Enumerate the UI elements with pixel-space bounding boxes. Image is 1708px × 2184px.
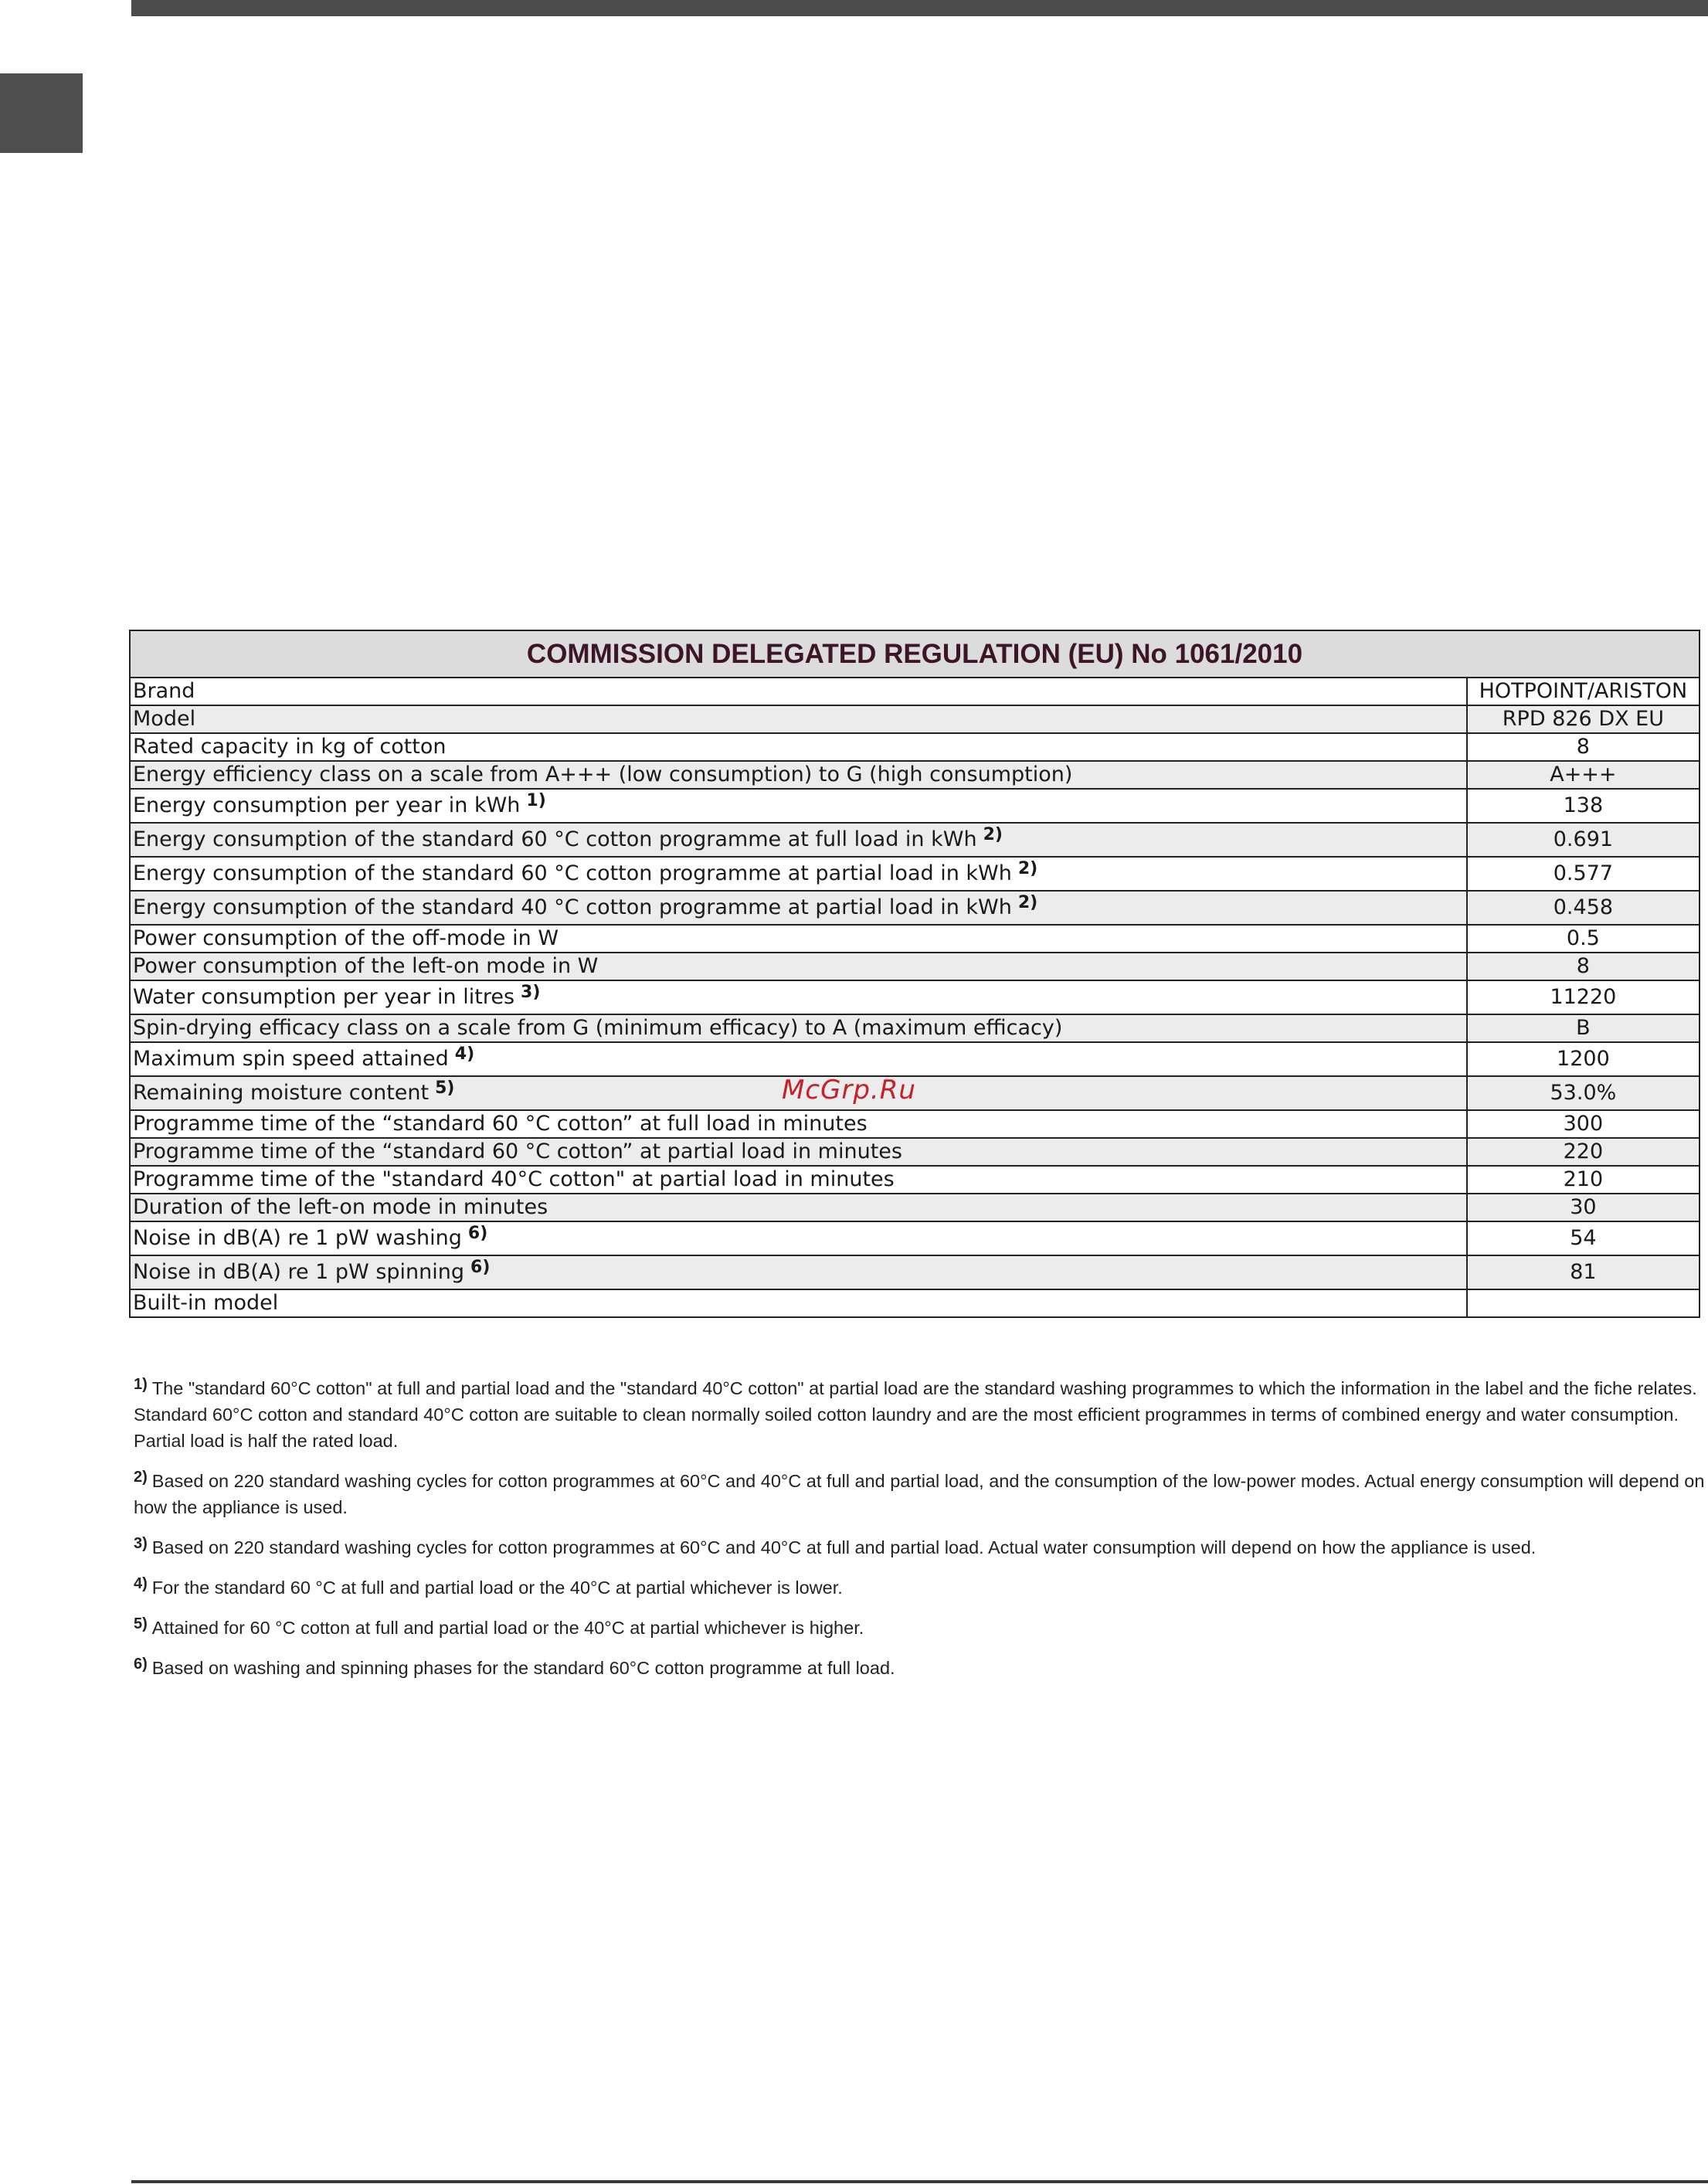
table-row <box>130 1042 1700 1076</box>
row-label-cell <box>130 1221 1467 1255</box>
footnote-mark: 1) <box>134 1376 148 1393</box>
row-label: Maximum spin speed attained <box>133 1047 449 1071</box>
row-label: Energy consumption of the standard 60 °C cotton programme at partial load in kWh <box>133 861 1012 885</box>
watermark: McGrp.Ru <box>782 1075 916 1106</box>
footnote <box>134 1534 1706 1561</box>
row-label-cell <box>130 705 1467 733</box>
footnote-text: Based on 220 standard washing cycles for cotton programmes at 60°C and 40°C at full and partial load. Actual water consumption will depend on how the appliance is used. <box>151 1537 1537 1557</box>
row-label-cell <box>130 953 1467 980</box>
row-value: 11220 <box>1467 980 1700 1014</box>
table-row <box>130 678 1700 705</box>
footnote-reference: 2) <box>1017 893 1038 912</box>
table-row <box>130 1255 1700 1289</box>
table-row <box>130 1289 1700 1317</box>
table-row <box>130 980 1700 1014</box>
table-row <box>130 823 1700 857</box>
row-label-cell <box>130 1194 1467 1221</box>
footnotes <box>134 1375 1706 1695</box>
table-row <box>130 891 1700 925</box>
row-label: Power consumption of the left-on mode in W <box>133 954 599 978</box>
page-header-bar <box>131 0 1708 16</box>
row-label-cell <box>130 678 1467 705</box>
row-value: RPD 826 DX EU <box>1467 705 1700 733</box>
row-value: 30 <box>1467 1194 1700 1221</box>
row-value: A+++ <box>1467 761 1700 789</box>
row-value: HOTPOINT/ARISTON <box>1467 678 1700 705</box>
row-label: Water consumption per year in litres <box>133 985 515 1009</box>
row-label: Programme time of the "standard 40°C cotton" at partial load in minutes <box>133 1167 895 1191</box>
row-value: 81 <box>1467 1255 1700 1289</box>
row-label: Rated capacity in kg of cotton <box>133 735 447 759</box>
row-label-cell <box>130 980 1467 1014</box>
row-label-cell <box>130 1138 1467 1166</box>
row-value <box>1467 1289 1700 1317</box>
footnote-reference: 2) <box>1017 859 1038 878</box>
row-label-cell <box>130 857 1467 891</box>
row-label: Energy consumption per year in kWh <box>133 793 521 817</box>
table-row <box>130 705 1700 733</box>
row-label: Spin-drying efficacy class on a scale from G (minimum efficacy) to A (maximum efficacy) <box>133 1016 1063 1040</box>
table-row <box>130 857 1700 891</box>
footnote <box>134 1655 1706 1681</box>
row-value: 0.577 <box>1467 857 1700 891</box>
row-label-cell <box>130 823 1467 857</box>
row-value: 138 <box>1467 789 1700 823</box>
row-label-cell <box>130 1014 1467 1042</box>
table-row <box>130 1194 1700 1221</box>
row-label-cell <box>130 1110 1467 1138</box>
row-value: 0.5 <box>1467 925 1700 953</box>
row-label: Noise in dB(A) re 1 pW spinning <box>133 1260 465 1284</box>
row-label: Programme time of the “standard 60 °C cotton” at full load in minutes <box>133 1112 868 1136</box>
table-row <box>130 733 1700 761</box>
page-footer-rule <box>131 2180 1708 2183</box>
row-label: Built-in model <box>133 1291 279 1315</box>
footnote-reference: 6) <box>467 1224 488 1243</box>
row-label-cell <box>130 891 1467 925</box>
footnote <box>134 1375 1706 1454</box>
footnote-reference: 2) <box>983 825 1003 844</box>
footnote-mark: 2) <box>134 1469 148 1486</box>
footnote-mark: 5) <box>134 1615 148 1632</box>
row-label-cell <box>130 1255 1467 1289</box>
row-value: 300 <box>1467 1110 1700 1138</box>
row-label: Power consumption of the off-mode in W <box>133 926 559 950</box>
row-label-cell <box>130 789 1467 823</box>
row-label: Energy consumption of the standard 60 °C cotton programme at full load in kWh <box>133 827 977 851</box>
language-tab-marker <box>0 73 83 153</box>
footnote-reference: 5) <box>435 1078 455 1098</box>
table-row <box>130 1138 1700 1166</box>
footnote <box>134 1615 1706 1641</box>
row-label: Model <box>133 707 196 731</box>
footnote-text: Based on 220 standard washing cycles for cotton programmes at 60°C and 40°C at full and partial load, and the consumption of the low-power modes. Actual energy consumption will depend on how the appliance is used. <box>134 1471 1705 1517</box>
table-row <box>130 1166 1700 1194</box>
footnote-text: For the standard 60 °C at full and partial load or the 40°C at partial whichever is lower. <box>151 1578 843 1598</box>
regulation-title: COMMISSION DELEGATED REGULATION (EU) No 1061/2010 <box>130 630 1700 678</box>
footnote <box>134 1574 1706 1601</box>
footnote-mark: 6) <box>134 1656 148 1673</box>
row-value: 1200 <box>1467 1042 1700 1076</box>
row-value: 0.458 <box>1467 891 1700 925</box>
footnote-text: Attained for 60 °C cotton at full and partial load or the 40°C at partial whichever is higher. <box>151 1618 864 1638</box>
regulation-table-body <box>130 678 1700 1317</box>
footnote-reference: 1) <box>526 791 546 810</box>
table-row <box>130 953 1700 980</box>
table-row <box>130 1221 1700 1255</box>
row-label-cell <box>130 733 1467 761</box>
row-value: B <box>1467 1014 1700 1042</box>
row-label-cell <box>130 925 1467 953</box>
row-value: 53.0% <box>1467 1076 1700 1110</box>
row-value: 54 <box>1467 1221 1700 1255</box>
row-label: Remaining moisture content <box>133 1081 430 1105</box>
row-label: Duration of the left-on mode in minutes <box>133 1195 548 1219</box>
row-label: Energy efficiency class on a scale from A+++ (low consumption) to G (high consumption) <box>133 763 1073 786</box>
table-row <box>130 1014 1700 1042</box>
table-row <box>130 789 1700 823</box>
row-label: Programme time of the “standard 60 °C cotton” at partial load in minutes <box>133 1140 902 1163</box>
row-value: 8 <box>1467 733 1700 761</box>
row-label: Energy consumption of the standard 40 °C cotton programme at partial load in kWh <box>133 895 1012 919</box>
footnote-text: Based on washing and spinning phases for the standard 60°C cotton programme at full load. <box>151 1658 895 1678</box>
row-label: Brand <box>133 679 195 703</box>
row-value: 0.691 <box>1467 823 1700 857</box>
row-value: 8 <box>1467 953 1700 980</box>
row-label-cell <box>130 1289 1467 1317</box>
table-row <box>130 761 1700 789</box>
table-row <box>130 1110 1700 1138</box>
regulation-table <box>129 630 1700 1318</box>
footnote-mark: 4) <box>134 1575 148 1592</box>
footnote-text: The "standard 60°C cotton" at full and partial load and the "standard 40°C cotton" at partial load are the standard washing programmes to which the information in the label and the fiche relates. Standard 60°C cotton and standard 40°C cotton are suitable to clean normally soiled cotton laundry and are the most efficient programmes in terms of combined energy and water consumption. Partial load is half the rated load. <box>134 1378 1697 1451</box>
footnote-reference: 4) <box>454 1044 475 1064</box>
footnote <box>134 1468 1706 1520</box>
row-label-cell <box>130 1042 1467 1076</box>
table-row <box>130 925 1700 953</box>
row-label-cell <box>130 1166 1467 1194</box>
footnote-mark: 3) <box>134 1535 148 1552</box>
row-label-cell <box>130 761 1467 789</box>
row-label: Noise in dB(A) re 1 pW washing <box>133 1226 462 1250</box>
footnote-reference: 3) <box>521 983 541 1002</box>
footnote-reference: 6) <box>470 1258 491 1277</box>
row-value: 220 <box>1467 1138 1700 1166</box>
row-value: 210 <box>1467 1166 1700 1194</box>
